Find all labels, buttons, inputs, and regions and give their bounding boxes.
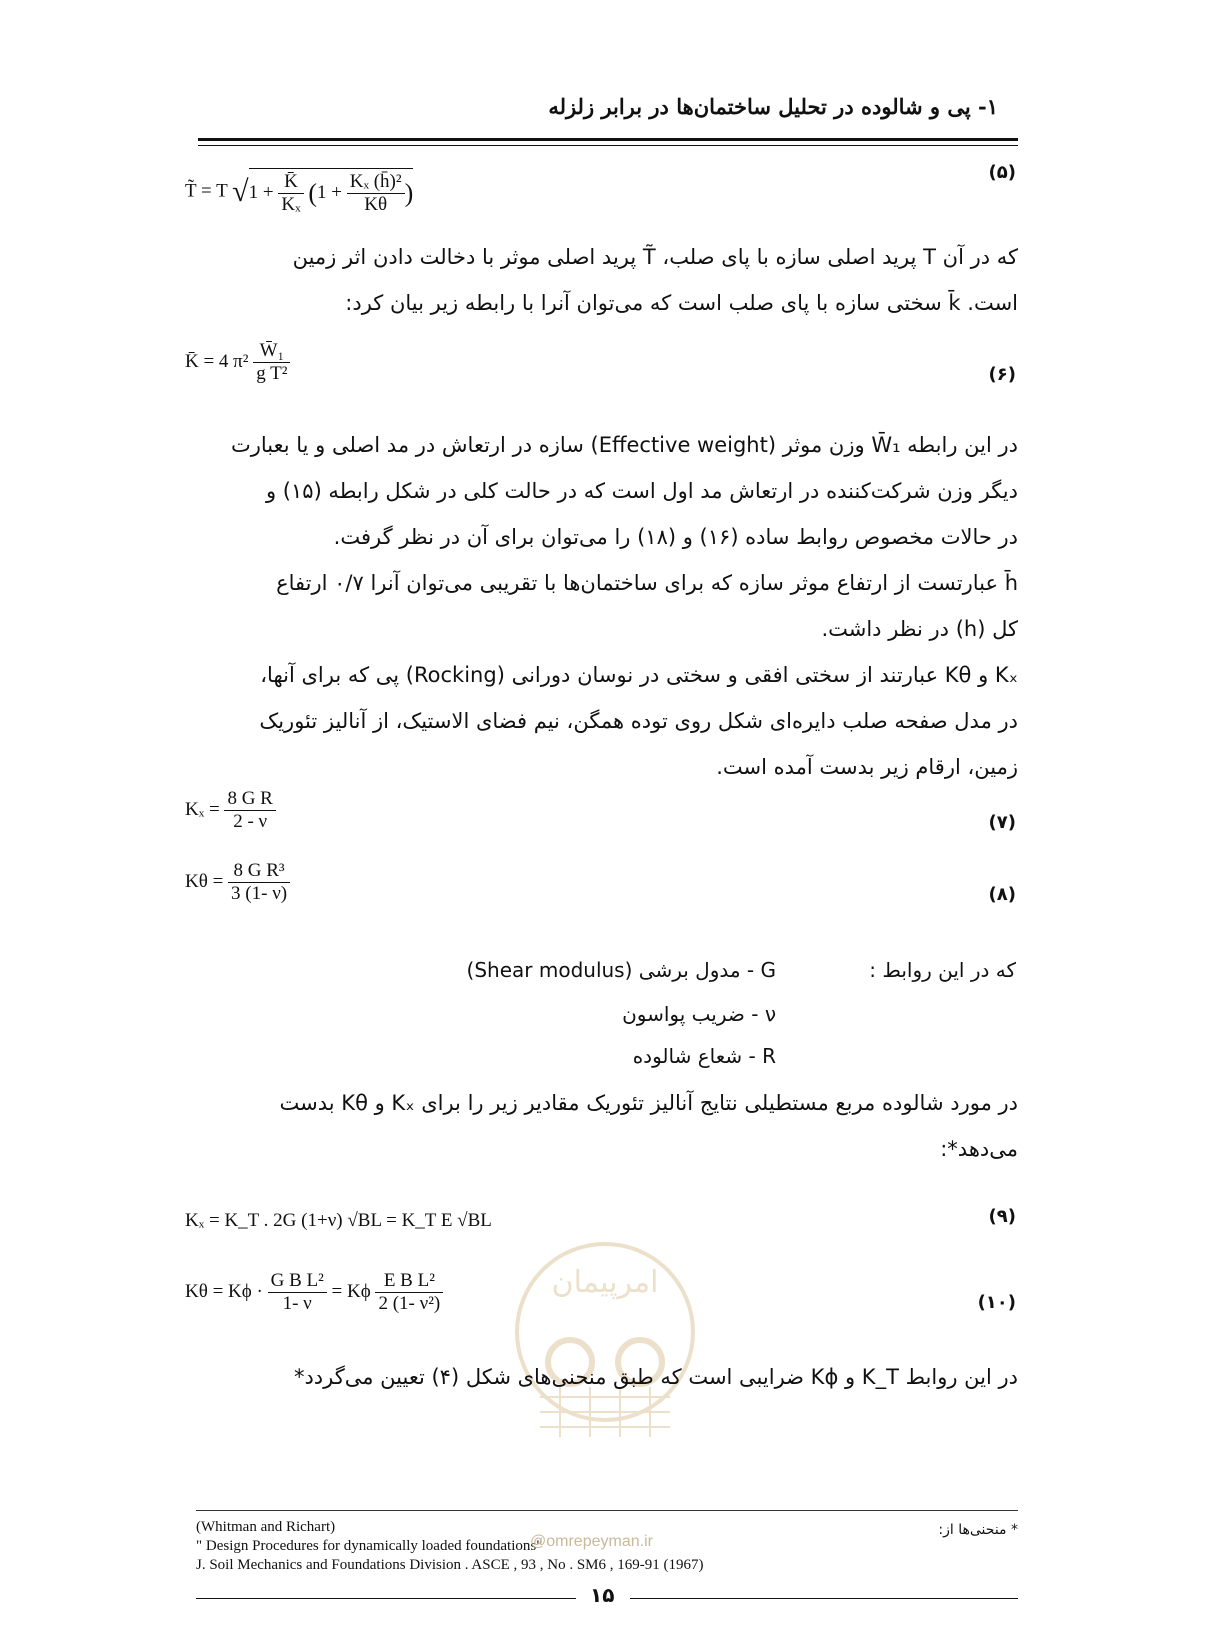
definitions-intro: که در این روابط : [869, 958, 1016, 982]
eq6-fraction: $\frac{\text{W̄₁}}{\text{g T²}}$ [253, 340, 290, 385]
eq5-lhs: T̃ = T [185, 180, 228, 202]
equation-6 [185, 340, 290, 385]
paragraph-6: در این روابط K_T و Kϕ ضرایبی است که طبق منحنی‌های شکل (۴) تعیین می‌گردد* [293, 1365, 1018, 1389]
paragraph-2: در این رابطه W̄₁ وزن موثر (Effective weight) سازه در ارتعاش در مد اصلی و یا بعبارت دیگر وزن شرکت‌کننده در ارتعاش مد اول است که در حالت کلی در شکل رابطه (۱۵) و در حالات مخصوص روابط ساده (۱۶) و (۱۸) را می‌توان برای آن در نظر گرفت. h̄ عبارتست از ارتفاع موثر سازه که برای ساختمان‌ها با تقریبی می‌توان آنرا ۰/۷ ارتفاع کل (h) در نظر داشت. Kₓ و Kθ عبارتند از سختی افقی و سختی در نوسان دورانی (Rocking) پی که برای آنها، در مدل صفحه صلب دایره‌ای شکل روی توده همگن، نیم فضای الاستیک، از آنالیز تئوریک زمین، ارقام زیر بدست آمده است. [230, 433, 1018, 779]
eq6-lhs: K̄ = 4 π² [185, 350, 249, 372]
running-header: ۱- پی و شالوده در تحلیل ساختمان‌ها در برابر زلزله [548, 94, 998, 119]
eq10-fraction-2: $\frac{\text{E B L²}}{\text{2 (1- ν²)}}$ [375, 1270, 443, 1315]
equation-9: Kₓ = K_T . 2G (1+ν) √BL = K_T E √BL [185, 1210, 492, 1231]
definition-g: G - مدول برشی (Shear modulus) [466, 958, 776, 982]
equation-number-7: (۷) [988, 812, 1016, 833]
header-rule-thin [198, 145, 1018, 146]
equation-number-5: (۵) [988, 162, 1016, 183]
eq5-one: 1 + [248, 181, 274, 203]
eq10-mid: = Kϕ [331, 1280, 371, 1302]
equation-number-10: (۱۰) [977, 1292, 1016, 1313]
page-number: ۱۵ [590, 1583, 615, 1607]
definition-nu: ν - ضریب پواسون [622, 1002, 776, 1026]
paragraph-1: که در آن T پرید اصلی سازه با پای صلب، T̃ پرید اصلی موثر با دخالت دادن اثر زمین است. k̄ سختی سازه با پای صلب است که می‌توان آنرا با رابطه زیر بیان کرد: [292, 245, 1018, 315]
equation-number-6: (۶) [988, 364, 1016, 385]
eq7-lhs: Kₓ = [185, 798, 220, 820]
watermark-text: @omrepeyman.ir [530, 1533, 653, 1550]
equation-number-9: (۹) [988, 1206, 1016, 1227]
watermark-logo-text: امرپیمان [551, 1265, 659, 1300]
eq8-fraction: $\frac{\text{8 G R³}}{3 (1- \nu)}$ [228, 860, 290, 905]
footnote-rule [196, 1510, 1018, 1511]
eq5-fraction: $\frac{K̄}{\text{Kₓ}}$ [278, 171, 303, 216]
paragraph-5: در مورد شالوده مربع مستطیلی نتایج آنالیز تئوریک مقادیر زیر را برای Kₓ و Kθ بدست می‌دهد*: [279, 1091, 1018, 1161]
footnote-marker: * منحنی‌ها از: [938, 1522, 1018, 1538]
equation-number-8: (۸) [988, 884, 1016, 905]
page-number-rule-left [196, 1598, 576, 1599]
eq10-fraction-1: $\frac{\text{G B L²}}{1- \nu}$ [268, 1270, 327, 1315]
equation-10 [185, 1270, 443, 1315]
header-rule-thick [198, 138, 1018, 141]
eq7-fraction: $\frac{\text{8 G R}}{2 - \nu}$ [224, 788, 275, 833]
equation-7 [185, 788, 276, 833]
definition-r: R - شعاع شالوده [632, 1044, 776, 1068]
eq5-inner-one: 1 + [317, 181, 342, 203]
equation-8 [185, 860, 290, 905]
eq8-lhs: Kθ = [185, 870, 224, 892]
sqrt-symbol: √ [232, 175, 249, 208]
eq10-lhs: Kθ = Kϕ · [185, 1280, 263, 1302]
watermark-logo [510, 1222, 700, 1462]
eq5-inner-fraction: $\frac{\text{Kₓ (h̄)²}}{K\theta}$ [347, 171, 405, 216]
equation-5: T̃ = T √1 + $\frac{K̄}{\text{Kₓ}}$ (1 + $\frac{\text{Kₓ (h̄)²}}{K\theta}$ ) [185, 168, 413, 216]
page-number-rule-right [630, 1598, 1018, 1599]
footnote-text: (Whitman and Richart) " Design Procedures for dynamically loaded foundations" J. Soil Mechanics and Foundations Division . ASCE , 93 , No . SM6 , 169-91 (1967) [196, 1519, 704, 1573]
